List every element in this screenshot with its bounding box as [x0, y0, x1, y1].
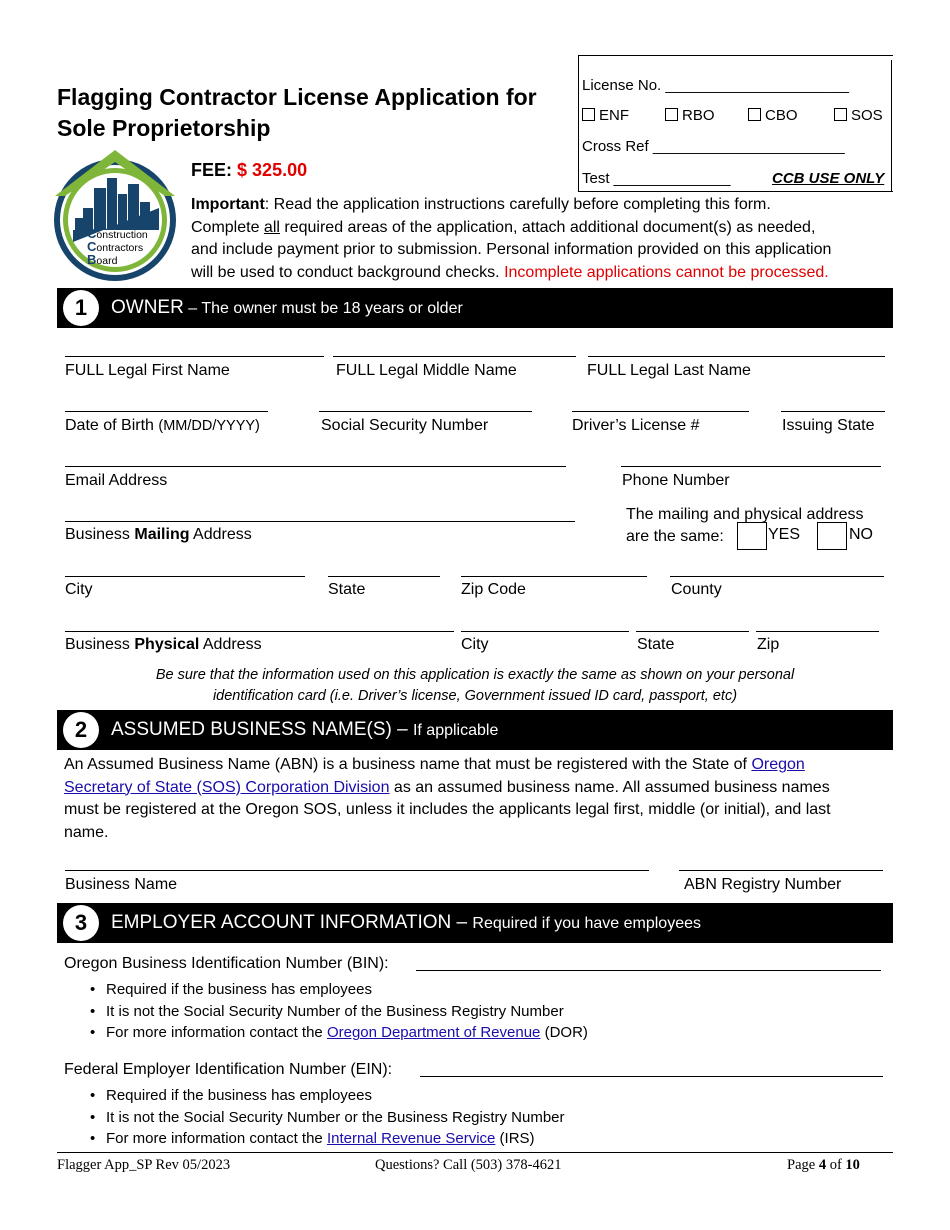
- list-item: • Required if the business has employees: [64, 1085, 565, 1107]
- business-name-label: Business Name: [65, 876, 178, 893]
- physical-city-label: City: [461, 636, 489, 653]
- section-number: 2: [63, 712, 99, 748]
- section-1-header: 1 OWNER – The owner must be 18 years or older: [57, 288, 893, 328]
- fee-amount: $ 325.00: [237, 160, 308, 180]
- physical-zip-line[interactable]: [756, 631, 879, 632]
- license-no-field: License No. ______________________: [582, 77, 849, 94]
- email-label: Email Address: [65, 472, 168, 489]
- list-item: • It is not the Social Security Number or the Business Registry Number: [64, 1107, 565, 1129]
- state-line[interactable]: [328, 576, 440, 577]
- bin-label: Oregon Business Identification Number (BIN):: [64, 955, 389, 972]
- ccb-box-edge: [891, 60, 892, 191]
- physical-state-label: State: [637, 636, 675, 653]
- list-item: • For more information contact the Internal Revenue Service (IRS): [64, 1128, 565, 1150]
- zip-label: Zip Code: [461, 581, 526, 598]
- bin-line[interactable]: [416, 970, 881, 971]
- oregon-sos-link[interactable]: Oregon: [751, 756, 805, 773]
- first-name-label: FULL Legal First Name: [65, 362, 230, 379]
- ccb-logo: [49, 150, 181, 282]
- same-address-no-checkbox[interactable]: [817, 522, 847, 550]
- email-line[interactable]: [65, 466, 566, 467]
- footer-phone: Questions? Call (503) 378-4621: [375, 1157, 562, 1173]
- mailing-address-label: Business Mailing Address: [65, 526, 252, 543]
- oregon-sos-link-cont[interactable]: Secretary of State (SOS) Corporation Division: [64, 778, 390, 796]
- issuing-state-line[interactable]: [781, 411, 885, 412]
- irs-link[interactable]: Internal Revenue Service: [326, 1130, 496, 1148]
- incomplete-warning: Incomplete applications cannot be processed.: [504, 263, 829, 281]
- last-name-line[interactable]: [588, 356, 885, 357]
- city-line[interactable]: [65, 576, 305, 577]
- check-cbo[interactable]: CBO: [748, 107, 798, 124]
- mailing-address-line[interactable]: [65, 521, 575, 522]
- check-sos[interactable]: SOS: [834, 107, 883, 124]
- abn-description: An Assumed Business Name (ABN) is a business name that must be registered with the State of Oregon Secretary of State (SOS) Corporation Division as an assumed business name. All assumed business names must be registered at the Oregon SOS, unless it includes the applicants legal first, middle (or initial), and last name.: [64, 756, 831, 841]
- section-2-header: 2 ASSUMED BUSINESS NAME(S) – If applicable: [57, 710, 893, 750]
- first-name-line[interactable]: [65, 356, 324, 357]
- id-match-note: Be sure that the information used on this application is exactly the same as shown on your personal identification card (i.e. Driver’s license, Government issued ID card, passport, etc): [155, 667, 795, 704]
- check-enf[interactable]: ENF: [582, 107, 629, 124]
- dl-line[interactable]: [572, 411, 749, 412]
- middle-name-label: FULL Legal Middle Name: [336, 362, 517, 379]
- ein-notes: [64, 1085, 565, 1150]
- middle-name-line[interactable]: [333, 356, 576, 357]
- issuing-state-label: Issuing State: [782, 417, 875, 434]
- section-3-header: 3 EMPLOYER ACCOUNT INFORMATION – Required if you have employees: [57, 903, 893, 943]
- yes-label: YES: [768, 526, 801, 543]
- ssn-label: Social Security Number: [321, 417, 489, 434]
- list-item: • For more information contact the Oregon Department of Revenue (DOR): [64, 1022, 588, 1044]
- physical-address-line[interactable]: [65, 631, 454, 632]
- same-address-question: The mailing and physical address are the same:: [626, 506, 864, 545]
- physical-city-line[interactable]: [461, 631, 629, 632]
- physical-state-line[interactable]: [636, 631, 749, 632]
- last-name-label: FULL Legal Last Name: [587, 362, 751, 379]
- ccb-use-only-box: [578, 55, 893, 192]
- dob-line[interactable]: [65, 411, 268, 412]
- check-rbo[interactable]: RBO: [665, 107, 715, 124]
- ein-label: Federal Employer Identification Number (EIN):: [64, 1061, 393, 1078]
- county-label: County: [671, 581, 722, 598]
- county-line[interactable]: [670, 576, 884, 577]
- no-label: NO: [849, 526, 873, 543]
- phone-line[interactable]: [621, 466, 881, 467]
- footer-form-id: Flagger App_SP Rev 05/2023: [57, 1157, 231, 1173]
- dor-link[interactable]: Oregon Department of Revenue: [326, 1024, 541, 1042]
- test-field: Test ______________: [582, 170, 731, 187]
- list-item: • Required if the business has employees: [64, 979, 588, 1001]
- abn-number-line[interactable]: [679, 870, 883, 871]
- ccb-use-only-label: CCB USE ONLY: [772, 170, 885, 187]
- phone-label: Phone Number: [622, 472, 730, 489]
- business-name-line[interactable]: [65, 870, 649, 871]
- logo-text: Construction Contractors Board: [87, 226, 148, 267]
- physical-zip-label: Zip: [757, 636, 780, 653]
- bin-notes: [64, 979, 588, 1044]
- cross-ref-field: Cross Ref _______________________: [582, 138, 845, 155]
- dl-label: Driver’s License #: [572, 417, 700, 434]
- physical-address-label: Business Physical Address: [65, 636, 262, 653]
- ein-line[interactable]: [420, 1076, 883, 1077]
- city-label: City: [65, 581, 93, 598]
- zip-line[interactable]: [461, 576, 647, 577]
- fee: FEE: $ 325.00: [191, 160, 308, 180]
- section-number: 1: [63, 290, 99, 326]
- list-item: • It is not the Social Security Number of the Business Registry Number: [64, 1001, 588, 1023]
- ssn-line[interactable]: [319, 411, 532, 412]
- section-number: 3: [63, 905, 99, 941]
- same-address-yes-checkbox[interactable]: [737, 522, 767, 550]
- important-notice: Important: Read the application instructions carefully before completing this form. Complete all required areas of the application, attach additional document(s) as needed, and include payment prior to submission. Personal information provided on this application will be used to conduct background checks. Incomplete applications cannot be processed.: [191, 196, 832, 281]
- page-title: Flagging Contractor License Application for Sole Proprietorship: [57, 84, 537, 141]
- footer-page-number: Page 4 of 10: [787, 1157, 860, 1173]
- dob-label: Date of Birth (MM/DD/YYYY): [65, 417, 260, 434]
- state-label: State: [328, 581, 366, 598]
- footer-divider: [57, 1152, 893, 1153]
- abn-number-label: ABN Registry Number: [684, 876, 842, 893]
